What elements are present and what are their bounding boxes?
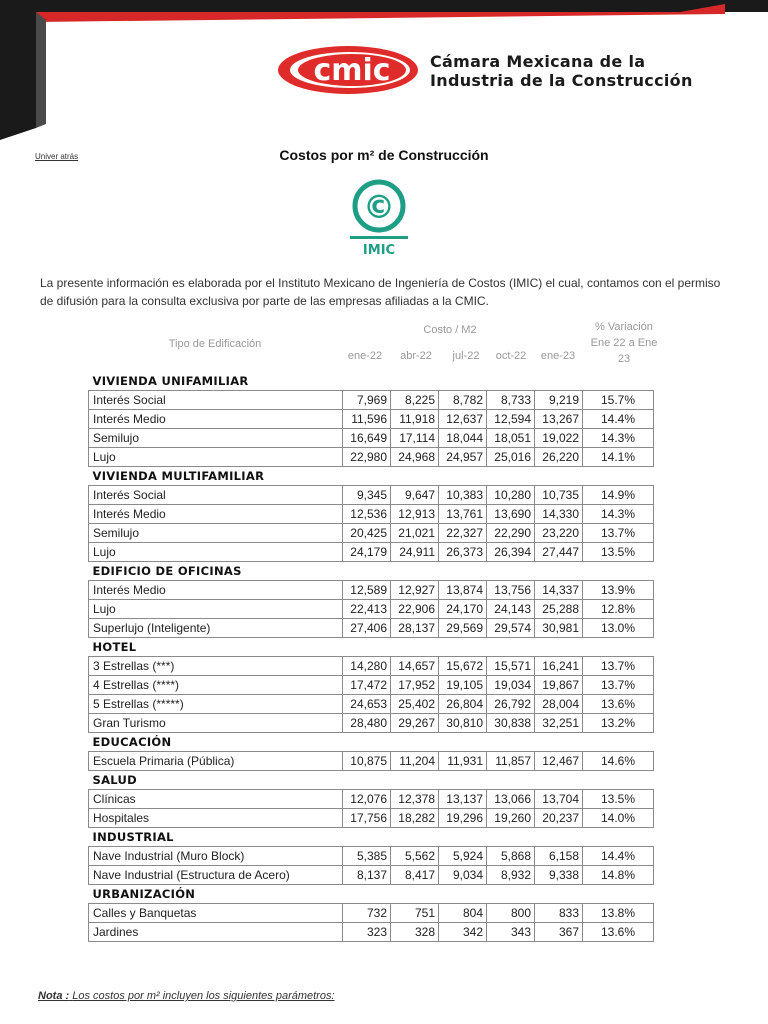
cost-cell: 323: [343, 923, 391, 942]
cost-cell: 343: [487, 923, 535, 942]
cost-cell: 20,237: [535, 809, 583, 828]
cost-cell: 24,957: [439, 448, 487, 467]
table-row: [89, 543, 654, 562]
cost-cell: 26,220: [535, 448, 583, 467]
cost-cell: 20,425: [343, 524, 391, 543]
cost-cell: 24,911: [391, 543, 439, 562]
cost-table: [88, 372, 654, 942]
building-type: Lujo: [89, 543, 343, 562]
org-line-1: Cámara Mexicana de la: [430, 52, 646, 71]
category-label: EDIFICIO DE OFICINAS: [92, 564, 242, 578]
cost-cell: 30,810: [439, 714, 487, 733]
category-label: VIVIENDA MULTIFAMILIAR: [92, 469, 265, 483]
building-type: Hospitales: [89, 809, 343, 828]
cost-cell: 16,649: [343, 429, 391, 448]
building-type: Interés Medio: [89, 505, 343, 524]
table-row: [89, 429, 654, 448]
building-type: Nave Industrial (Estructura de Acero): [89, 866, 343, 885]
cost-cell: 26,792: [487, 695, 535, 714]
table-row: [89, 619, 654, 638]
variation-cell: 13.5%: [583, 543, 654, 562]
cost-cell: 19,022: [535, 429, 583, 448]
table-row: [89, 923, 654, 942]
table-row: [89, 847, 654, 866]
building-type: Calles y Banquetas: [89, 904, 343, 923]
cost-cell: 19,296: [439, 809, 487, 828]
variation-cell: 14.8%: [583, 866, 654, 885]
cost-cell: 9,219: [535, 391, 583, 410]
column-header-variation: % Variación Ene 22 a Ene 23: [590, 321, 658, 365]
category-label: URBANIZACIÓN: [92, 887, 196, 901]
cost-cell: 8,137: [343, 866, 391, 885]
cost-cell: 19,034: [487, 676, 535, 695]
cost-cell: 17,756: [343, 809, 391, 828]
cost-cell: 26,804: [439, 695, 487, 714]
back-link[interactable]: Univer atrás: [35, 152, 79, 161]
building-type: Semilujo: [89, 524, 343, 543]
cost-cell: 16,241: [535, 657, 583, 676]
page-title: Costos por m² de Construcción: [279, 147, 489, 163]
cost-cell: 12,637: [439, 410, 487, 429]
category-row: [89, 771, 654, 790]
variation-cell: 13.7%: [583, 676, 654, 695]
cost-cell: 7,969: [343, 391, 391, 410]
cost-cell: 32,251: [535, 714, 583, 733]
variation-cell: 13.5%: [583, 790, 654, 809]
table-row: [89, 410, 654, 429]
cost-cell: 13,137: [439, 790, 487, 809]
cost-cell: 8,932: [487, 866, 535, 885]
variation-cell: 14.0%: [583, 809, 654, 828]
cmic-logo: [278, 46, 418, 94]
building-type: Jardines: [89, 923, 343, 942]
variation-cell: 15.7%: [583, 391, 654, 410]
table-row: [89, 486, 654, 505]
variation-cell: 13.9%: [583, 581, 654, 600]
copyright-icon: ©: [363, 188, 395, 226]
cost-cell: 22,327: [439, 524, 487, 543]
cost-cell: 26,373: [439, 543, 487, 562]
cost-cell: 8,225: [391, 391, 439, 410]
cost-cell: 12,589: [343, 581, 391, 600]
variation-cell: 14.4%: [583, 847, 654, 866]
cost-cell: 24,968: [391, 448, 439, 467]
building-type: Gran Turismo: [89, 714, 343, 733]
cost-cell: 25,288: [535, 600, 583, 619]
cost-cell: 5,868: [487, 847, 535, 866]
category-row: [89, 828, 654, 847]
cost-cell: 9,338: [535, 866, 583, 885]
variation-cell: 14.3%: [583, 429, 654, 448]
table-row: [89, 524, 654, 543]
cost-cell: 24,143: [487, 600, 535, 619]
cost-cell: 800: [487, 904, 535, 923]
org-line-2: Industria de la Construcción: [430, 71, 693, 90]
cost-cell: 17,472: [343, 676, 391, 695]
cost-cell: 30,981: [535, 619, 583, 638]
cost-cell: 342: [439, 923, 487, 942]
cost-cell: 19,867: [535, 676, 583, 695]
cost-cell: 751: [391, 904, 439, 923]
cost-cell: 8,417: [391, 866, 439, 885]
building-type: Superlujo (Inteligente): [89, 619, 343, 638]
category-label: SALUD: [92, 773, 137, 787]
cost-cell: 13,066: [487, 790, 535, 809]
variation-cell: 13.7%: [583, 657, 654, 676]
category-row: [89, 562, 654, 581]
cost-cell: 13,874: [439, 581, 487, 600]
table-row: [89, 676, 654, 695]
cost-cell: 22,413: [343, 600, 391, 619]
category-row: [89, 733, 654, 752]
cost-cell: 24,653: [343, 695, 391, 714]
organization-name: [430, 52, 693, 90]
cost-cell: 12,536: [343, 505, 391, 524]
cost-cell: 13,690: [487, 505, 535, 524]
cost-cell: 8,782: [439, 391, 487, 410]
building-type: Escuela Primaria (Pública): [89, 752, 343, 771]
cost-cell: 14,337: [535, 581, 583, 600]
cost-cell: 13,704: [535, 790, 583, 809]
variation-cell: 14.1%: [583, 448, 654, 467]
cmic-logo-text: cmic: [313, 53, 391, 88]
cost-cell: 17,952: [391, 676, 439, 695]
period-header: jul-22: [452, 350, 480, 362]
cost-cell: 12,927: [391, 581, 439, 600]
variation-cell: 13.6%: [583, 695, 654, 714]
building-type: 3 Estrellas (***): [89, 657, 343, 676]
table-row: [89, 657, 654, 676]
cost-cell: 328: [391, 923, 439, 942]
period-header: oct-22: [495, 350, 527, 362]
intro-paragraph: La presente información es elaborada por el Instituto Mexicano de Ingeniería de Costos (IMIC) el cual, contamos con el permiso de difusión para la consulta exclusiva por parte de las empresas afiliadas a la CMIC.: [40, 276, 721, 308]
cost-cell: 9,345: [343, 486, 391, 505]
note-label: Nota :: [38, 990, 70, 1002]
cost-cell: 17,114: [391, 429, 439, 448]
cost-cell: 10,735: [535, 486, 583, 505]
variation-cell: 13.6%: [583, 923, 654, 942]
building-type: 5 Estrellas (*****): [89, 695, 343, 714]
table-row: [89, 904, 654, 923]
cost-cell: 19,260: [487, 809, 535, 828]
cost-cell: 29,574: [487, 619, 535, 638]
period-header: ene-23: [540, 350, 576, 362]
category-row: [89, 885, 654, 904]
cost-cell: 732: [343, 904, 391, 923]
category-row: [89, 467, 654, 486]
cost-cell: 23,220: [535, 524, 583, 543]
category-label: VIVIENDA UNIFAMILIAR: [92, 374, 249, 388]
building-type: Lujo: [89, 600, 343, 619]
cost-cell: 22,290: [487, 524, 535, 543]
table-row: [89, 581, 654, 600]
building-type: Interés Medio: [89, 410, 343, 429]
cost-cell: 11,596: [343, 410, 391, 429]
cost-cell: 13,761: [439, 505, 487, 524]
cost-cell: 19,105: [439, 676, 487, 695]
table-row: [89, 790, 654, 809]
category-label: EDUCACIÓN: [92, 735, 172, 749]
variation-cell: 13.8%: [583, 904, 654, 923]
cost-cell: 24,179: [343, 543, 391, 562]
variation-cell: 13.2%: [583, 714, 654, 733]
cost-cell: 27,406: [343, 619, 391, 638]
cost-cell: 6,158: [535, 847, 583, 866]
table-row: [89, 714, 654, 733]
period-header: ene-22: [347, 350, 383, 362]
cost-cell: 18,044: [439, 429, 487, 448]
cost-cell: 25,402: [391, 695, 439, 714]
note-text: Los costos por m² incluyen los siguientes parámetros:: [72, 990, 335, 1002]
category-label: HOTEL: [92, 640, 137, 654]
column-header-cost: Costo / M2: [423, 324, 477, 336]
variation-cell: 14.4%: [583, 410, 654, 429]
building-type: Semilujo: [89, 429, 343, 448]
building-type: Interés Social: [89, 486, 343, 505]
cost-cell: 12,594: [487, 410, 535, 429]
table-row: [89, 448, 654, 467]
building-type: Interés Medio: [89, 581, 343, 600]
cost-cell: 11,857: [487, 752, 535, 771]
cost-cell: 10,383: [439, 486, 487, 505]
cost-cell: 5,562: [391, 847, 439, 866]
cost-cell: 8,733: [487, 391, 535, 410]
cost-cell: 833: [535, 904, 583, 923]
cost-cell: 30,838: [487, 714, 535, 733]
cost-cell: 29,569: [439, 619, 487, 638]
table-row: [89, 866, 654, 885]
category-label: INDUSTRIAL: [92, 830, 174, 844]
cost-cell: 9,647: [391, 486, 439, 505]
building-type: Clínicas: [89, 790, 343, 809]
variation-cell: 14.9%: [583, 486, 654, 505]
building-type: 4 Estrellas (****): [89, 676, 343, 695]
cost-cell: 12,076: [343, 790, 391, 809]
cost-cell: 804: [439, 904, 487, 923]
variation-cell: 12.8%: [583, 600, 654, 619]
cost-cell: 28,480: [343, 714, 391, 733]
note: [38, 990, 335, 1002]
cost-cell: 13,267: [535, 410, 583, 429]
cost-cell: 25,016: [487, 448, 535, 467]
cost-cell: 12,913: [391, 505, 439, 524]
cost-cell: 12,378: [391, 790, 439, 809]
cost-cell: 5,385: [343, 847, 391, 866]
cost-cell: 5,924: [439, 847, 487, 866]
building-type: Nave Industrial (Muro Block): [89, 847, 343, 866]
cost-cell: 11,918: [391, 410, 439, 429]
cost-cell: 26,394: [487, 543, 535, 562]
category-row: [89, 638, 654, 657]
table-row: [89, 600, 654, 619]
imic-label: IMIC: [362, 243, 396, 258]
table-row: [89, 391, 654, 410]
building-type: Lujo: [89, 448, 343, 467]
cost-cell: 27,447: [535, 543, 583, 562]
variation-cell: 13.7%: [583, 524, 654, 543]
table-row: [89, 752, 654, 771]
cost-cell: 18,282: [391, 809, 439, 828]
cost-cell: 367: [535, 923, 583, 942]
cost-cell: 12,467: [535, 752, 583, 771]
cost-cell: 29,267: [391, 714, 439, 733]
cost-cell: 18,051: [487, 429, 535, 448]
cost-cell: 22,980: [343, 448, 391, 467]
cost-cell: 11,204: [391, 752, 439, 771]
variation-cell: 13.0%: [583, 619, 654, 638]
cost-cell: 13,756: [487, 581, 535, 600]
cost-cell: 21,021: [391, 524, 439, 543]
cost-cell: 22,906: [391, 600, 439, 619]
cost-cell: 9,034: [439, 866, 487, 885]
cost-cell: 15,571: [487, 657, 535, 676]
cost-cell: 14,657: [391, 657, 439, 676]
table-row: [89, 809, 654, 828]
period-header: abr-22: [400, 350, 432, 362]
imic-logo: [348, 178, 410, 258]
cost-cell: 10,875: [343, 752, 391, 771]
variation-cell: 14.3%: [583, 505, 654, 524]
cost-cell: 14,280: [343, 657, 391, 676]
cost-cell: 10,280: [487, 486, 535, 505]
category-row: [89, 372, 654, 391]
cost-cell: 11,931: [439, 752, 487, 771]
cost-cell: 28,137: [391, 619, 439, 638]
building-type: Interés Social: [89, 391, 343, 410]
cost-cell: 24,170: [439, 600, 487, 619]
column-header-type: Tipo de Edificación: [168, 338, 262, 350]
table-row: [89, 695, 654, 714]
cost-cell: 14,330: [535, 505, 583, 524]
cost-cell: 15,672: [439, 657, 487, 676]
cost-cell: 28,004: [535, 695, 583, 714]
table-row: [89, 505, 654, 524]
variation-cell: 14.6%: [583, 752, 654, 771]
